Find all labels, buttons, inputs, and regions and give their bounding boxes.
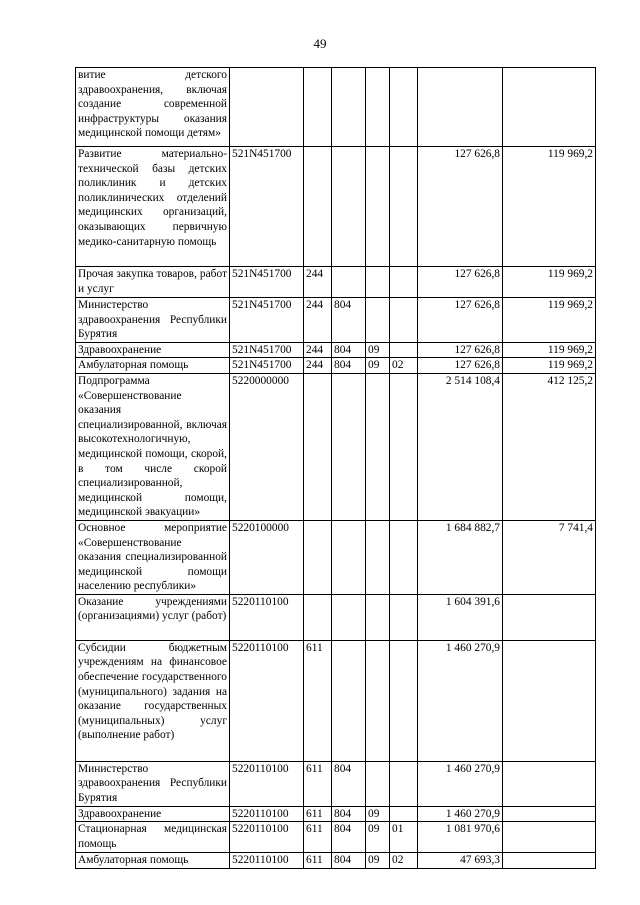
target-code-cell bbox=[230, 68, 304, 147]
section-cell bbox=[366, 594, 390, 640]
amount-cell-1: 127 626,8 bbox=[418, 267, 503, 298]
admin-code-cell bbox=[332, 267, 366, 298]
expense-type-cell bbox=[304, 520, 332, 594]
target-code-cell: 5220000000 bbox=[230, 373, 304, 520]
amount-cell-1: 1 460 270,9 bbox=[418, 761, 503, 806]
amount-cell-2: 119 969,2 bbox=[503, 147, 596, 267]
table-row bbox=[76, 298, 596, 343]
section-cell bbox=[366, 68, 390, 147]
subsection-cell bbox=[390, 147, 418, 267]
subsection-cell bbox=[390, 373, 418, 520]
row-name-cell: Развитие материально-технической базы детских поликлиник и детских поликлинических отделений медицинских организаций, оказывающих первичную медико-санитарную помощь bbox=[76, 147, 230, 267]
amount-cell-1: 1 684 882,7 bbox=[418, 520, 503, 594]
table-body bbox=[76, 68, 596, 869]
subsection-cell bbox=[390, 640, 418, 761]
admin-code-cell: 804 bbox=[332, 298, 366, 343]
table-row bbox=[76, 520, 596, 594]
expense-type-cell: 244 bbox=[304, 342, 332, 358]
subsection-cell bbox=[390, 267, 418, 298]
target-code-cell: 521N451700 bbox=[230, 298, 304, 343]
row-name-cell: Министерство здравоохранения Республики Бурятия bbox=[76, 761, 230, 806]
expense-type-cell: 244 bbox=[304, 267, 332, 298]
subsection-cell bbox=[390, 520, 418, 594]
target-code-cell: 521N451700 bbox=[230, 147, 304, 267]
table-row bbox=[76, 358, 596, 374]
section-cell bbox=[366, 298, 390, 343]
section-cell bbox=[366, 147, 390, 267]
amount-cell-1 bbox=[418, 68, 503, 147]
subsection-cell bbox=[390, 68, 418, 147]
table-row bbox=[76, 342, 596, 358]
budget-table bbox=[75, 67, 596, 869]
admin-code-cell bbox=[332, 147, 366, 267]
amount-cell-1: 127 626,8 bbox=[418, 342, 503, 358]
target-code-cell: 521N451700 bbox=[230, 267, 304, 298]
table-row bbox=[76, 761, 596, 806]
admin-code-cell: 804 bbox=[332, 853, 366, 869]
amount-cell-2 bbox=[503, 853, 596, 869]
amount-cell-1: 127 626,8 bbox=[418, 147, 503, 267]
admin-code-cell: 804 bbox=[332, 358, 366, 374]
target-code-cell: 5220110100 bbox=[230, 806, 304, 822]
target-code-cell: 521N451700 bbox=[230, 342, 304, 358]
admin-code-cell bbox=[332, 373, 366, 520]
subsection-cell bbox=[390, 594, 418, 640]
expense-type-cell: 611 bbox=[304, 806, 332, 822]
target-code-cell: 5220110100 bbox=[230, 853, 304, 869]
amount-cell-2 bbox=[503, 761, 596, 806]
section-cell: 09 bbox=[366, 358, 390, 374]
row-name-cell: Министерство здравоохранения Республики Бурятия bbox=[76, 298, 230, 343]
row-name-cell: Амбулаторная помощь bbox=[76, 358, 230, 374]
target-code-cell: 5220100000 bbox=[230, 520, 304, 594]
expense-type-cell: 244 bbox=[304, 358, 332, 374]
admin-code-cell bbox=[332, 594, 366, 640]
page-number: 49 bbox=[313, 36, 327, 51]
amount-cell-1: 127 626,8 bbox=[418, 358, 503, 374]
row-name-cell: Подпрограмма «Совершенствование оказания специализированной, включая высокотехнологичную, медицинской помощи, скорой, в том числе скорой специализированной, медицинской помощи, медицинской эвакуации» bbox=[76, 373, 230, 520]
admin-code-cell bbox=[332, 520, 366, 594]
amount-cell-1: 127 626,8 bbox=[418, 298, 503, 343]
admin-code-cell bbox=[332, 68, 366, 147]
table-row bbox=[76, 806, 596, 822]
row-name-cell: Основное мероприятие «Совершенствование оказания специализированной медицинской помощи населению республики» bbox=[76, 520, 230, 594]
admin-code-cell bbox=[332, 640, 366, 761]
expense-type-cell bbox=[304, 594, 332, 640]
target-code-cell: 5220110100 bbox=[230, 761, 304, 806]
row-name-cell: Стационарная медицинская помощь bbox=[76, 822, 230, 853]
section-cell bbox=[366, 761, 390, 806]
amount-cell-2 bbox=[503, 594, 596, 640]
row-name-cell: Здравоохранение bbox=[76, 342, 230, 358]
expense-type-cell: 611 bbox=[304, 822, 332, 853]
section-cell bbox=[366, 520, 390, 594]
subsection-cell bbox=[390, 761, 418, 806]
amount-cell-2: 412 125,2 bbox=[503, 373, 596, 520]
subsection-cell: 02 bbox=[390, 358, 418, 374]
admin-code-cell: 804 bbox=[332, 822, 366, 853]
table-row bbox=[76, 853, 596, 869]
table-row bbox=[76, 640, 596, 761]
target-code-cell: 5220110100 bbox=[230, 640, 304, 761]
section-cell: 09 bbox=[366, 806, 390, 822]
expense-type-cell bbox=[304, 373, 332, 520]
amount-cell-2: 119 969,2 bbox=[503, 298, 596, 343]
target-code-cell: 5220110100 bbox=[230, 822, 304, 853]
amount-cell-2 bbox=[503, 640, 596, 761]
expense-type-cell: 244 bbox=[304, 298, 332, 343]
section-cell bbox=[366, 373, 390, 520]
subsection-cell bbox=[390, 298, 418, 343]
section-cell: 09 bbox=[366, 853, 390, 869]
table-row bbox=[76, 267, 596, 298]
subsection-cell bbox=[390, 806, 418, 822]
row-name-cell: витие детского здравоохранения, включая создание современной инфраструктуры оказания медицинской помощи детям» bbox=[76, 68, 230, 147]
row-name-cell: Субсидии бюджетным учреждениям на финансовое обеспечение государственного (муниципального) задания на оказание государственных (муниципальных) услуг (выполнение работ) bbox=[76, 640, 230, 761]
section-cell: 09 bbox=[366, 822, 390, 853]
subsection-cell bbox=[390, 342, 418, 358]
admin-code-cell: 804 bbox=[332, 761, 366, 806]
expense-type-cell: 611 bbox=[304, 853, 332, 869]
table-row bbox=[76, 594, 596, 640]
table-row bbox=[76, 147, 596, 267]
amount-cell-2 bbox=[503, 68, 596, 147]
expense-type-cell: 611 bbox=[304, 640, 332, 761]
target-code-cell: 5220110100 bbox=[230, 594, 304, 640]
amount-cell-2: 119 969,2 bbox=[503, 358, 596, 374]
expense-type-cell bbox=[304, 68, 332, 147]
row-name-cell: Прочая закупка товаров, работ и услуг bbox=[76, 267, 230, 298]
row-name-cell: Амбулаторная помощь bbox=[76, 853, 230, 869]
row-name-cell: Оказание учреждениями (организациями) услуг (работ) bbox=[76, 594, 230, 640]
amount-cell-2: 119 969,2 bbox=[503, 342, 596, 358]
amount-cell-1: 47 693,3 bbox=[418, 853, 503, 869]
amount-cell-2 bbox=[503, 822, 596, 853]
amount-cell-1: 1 081 970,6 bbox=[418, 822, 503, 853]
row-name-cell: Здравоохранение bbox=[76, 806, 230, 822]
section-cell bbox=[366, 640, 390, 761]
table-row bbox=[76, 373, 596, 520]
expense-type-cell bbox=[304, 147, 332, 267]
amount-cell-1: 1 460 270,9 bbox=[418, 640, 503, 761]
amount-cell-1: 1 460 270,9 bbox=[418, 806, 503, 822]
expense-type-cell: 611 bbox=[304, 761, 332, 806]
admin-code-cell: 804 bbox=[332, 806, 366, 822]
section-cell: 09 bbox=[366, 342, 390, 358]
table-row bbox=[76, 822, 596, 853]
target-code-cell: 521N451700 bbox=[230, 358, 304, 374]
amount-cell-1: 1 604 391,6 bbox=[418, 594, 503, 640]
table-row bbox=[76, 68, 596, 147]
amount-cell-2: 7 741,4 bbox=[503, 520, 596, 594]
amount-cell-2 bbox=[503, 806, 596, 822]
subsection-cell: 01 bbox=[390, 822, 418, 853]
amount-cell-1: 2 514 108,4 bbox=[418, 373, 503, 520]
amount-cell-2: 119 969,2 bbox=[503, 267, 596, 298]
section-cell bbox=[366, 267, 390, 298]
admin-code-cell: 804 bbox=[332, 342, 366, 358]
subsection-cell: 02 bbox=[390, 853, 418, 869]
